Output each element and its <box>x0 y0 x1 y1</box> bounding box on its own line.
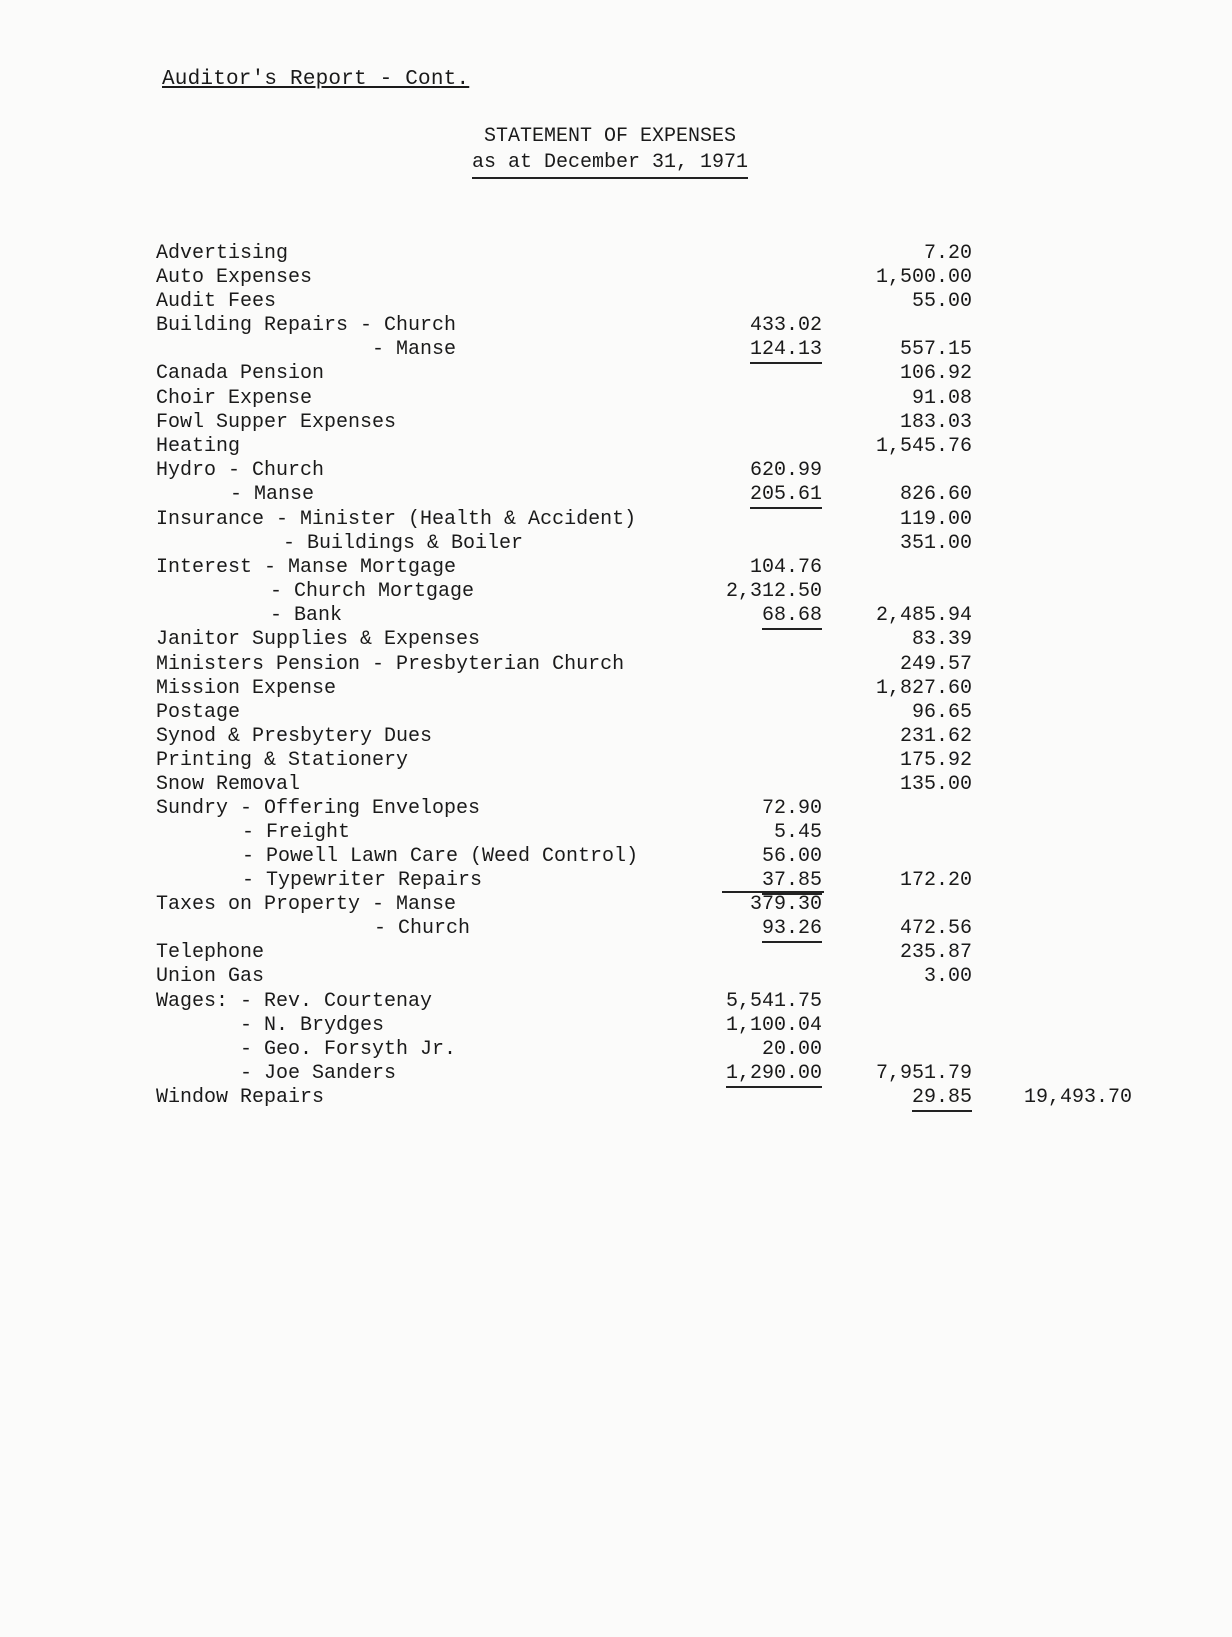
ledger-row <box>0 701 1232 726</box>
statement-date-subtitle: as at December 31, 1971 <box>472 150 748 179</box>
row-label: Canada Pension <box>156 362 325 385</box>
row-label: - Geo. Forsyth Jr. <box>240 1038 457 1061</box>
category-amount: 3.00 <box>923 965 972 988</box>
ledger-row <box>0 845 1232 870</box>
ledger-row <box>0 677 1232 702</box>
subtotal-amount: 620.99 <box>749 459 822 482</box>
ledger-row <box>0 387 1232 412</box>
ledger-row <box>0 459 1232 484</box>
category-amount: 1,827.60 <box>875 677 972 700</box>
row-label: Hydro - Church <box>156 459 325 482</box>
row-label: Advertising <box>156 242 289 265</box>
row-label: Audit Fees <box>156 290 277 313</box>
statement-title-main: STATEMENT OF EXPENSES <box>483 125 737 148</box>
category-amount: 96.65 <box>911 701 972 724</box>
subtotal-amount: 5.45 <box>773 821 822 844</box>
ledger-row <box>0 532 1232 557</box>
row-label: - Manse <box>230 483 315 506</box>
ledger-row <box>0 749 1232 774</box>
subtotal-amount: 104.76 <box>749 556 822 579</box>
row-label: - Church <box>374 917 471 940</box>
category-amount: 249.57 <box>899 653 972 676</box>
row-label: - Church Mortgage <box>270 580 475 603</box>
grand-total-amount: 19,493.70 <box>1023 1086 1132 1109</box>
ledger-row <box>0 797 1232 822</box>
row-label: Telephone <box>156 941 265 964</box>
subtotal-amount: 68.68 <box>762 604 822 630</box>
row-label: Postage <box>156 701 241 724</box>
row-label: Auto Expenses <box>156 266 313 289</box>
subtotal-amount: 93.26 <box>762 917 822 943</box>
ledger-row <box>0 242 1232 267</box>
row-label: Synod & Presbytery Dues <box>156 725 433 748</box>
column-rule <box>722 891 824 893</box>
category-amount: 172.20 <box>899 869 972 892</box>
subtotal-amount: 56.00 <box>761 845 822 868</box>
row-label: Heating <box>156 435 241 458</box>
ledger-row <box>0 1038 1232 1063</box>
ledger-row <box>0 580 1232 605</box>
ledger-row <box>0 965 1232 990</box>
report-header: Auditor's Report - Cont. <box>162 68 470 91</box>
ledger-row <box>0 821 1232 846</box>
ledger-row <box>0 314 1232 339</box>
ledger-row <box>0 508 1232 533</box>
row-label: Janitor Supplies & Expenses <box>156 628 481 651</box>
ledger-row <box>0 411 1232 436</box>
subtotal-amount: 379.30 <box>749 893 822 916</box>
ledger-row <box>0 1062 1232 1087</box>
row-label: - Manse <box>372 338 457 361</box>
category-amount: 2,485.94 <box>875 604 972 627</box>
subtotal-amount: 124.13 <box>750 338 822 364</box>
ledger-row <box>0 917 1232 942</box>
subtotal-amount: 37.85 <box>762 869 822 895</box>
ledger-row <box>0 653 1232 678</box>
subtotal-amount: 1,100.04 <box>725 1014 822 1037</box>
category-amount: 119.00 <box>899 508 972 531</box>
ledger-row <box>0 604 1232 629</box>
subtotal-amount: 5,541.75 <box>725 990 822 1013</box>
row-label: - Freight <box>242 821 351 844</box>
row-label: Printing & Stationery <box>156 749 409 772</box>
ledger-row <box>0 1014 1232 1039</box>
ledger-row <box>0 1086 1232 1111</box>
category-amount: 7.20 <box>923 242 972 265</box>
row-label: Building Repairs - Church <box>156 314 457 337</box>
category-amount: 29.85 <box>912 1086 972 1112</box>
row-label: Snow Removal <box>156 773 301 796</box>
category-amount: 175.92 <box>899 749 972 772</box>
subtotal-amount: 1,290.00 <box>726 1062 822 1088</box>
category-amount: 557.15 <box>899 338 972 361</box>
ledger-row <box>0 483 1232 508</box>
category-amount: 231.62 <box>899 725 972 748</box>
subtotal-amount: 433.02 <box>749 314 822 337</box>
row-label: - N. Brydges <box>240 1014 385 1037</box>
subtotal-amount: 205.61 <box>750 483 822 509</box>
category-amount: 7,951.79 <box>875 1062 972 1085</box>
category-amount: 135.00 <box>899 773 972 796</box>
category-amount: 183.03 <box>899 411 972 434</box>
row-label: Window Repairs <box>156 1086 325 1109</box>
subtotal-amount: 72.90 <box>761 797 822 820</box>
ledger-row <box>0 338 1232 363</box>
row-label: Choir Expense <box>156 387 313 410</box>
subtotal-amount: 2,312.50 <box>725 580 822 603</box>
row-label: Wages: - Rev. Courtenay <box>156 990 433 1013</box>
row-label: Fowl Supper Expenses <box>156 411 397 434</box>
category-amount: 91.08 <box>911 387 972 410</box>
row-label: Insurance - Minister (Health & Accident) <box>156 508 637 531</box>
row-label: Sundry - Offering Envelopes <box>156 797 481 820</box>
ledger-row <box>0 773 1232 798</box>
ledger-row <box>0 290 1232 315</box>
category-amount: 1,545.76 <box>875 435 972 458</box>
category-amount: 235.87 <box>899 941 972 964</box>
ledger-row <box>0 893 1232 918</box>
row-label: Union Gas <box>156 965 265 988</box>
category-amount: 83.39 <box>911 628 972 651</box>
category-amount: 472.56 <box>899 917 972 940</box>
row-label: - Typewriter Repairs <box>242 869 483 892</box>
ledger-row <box>0 990 1232 1015</box>
row-label: - Bank <box>270 604 343 627</box>
ledger-row <box>0 628 1232 653</box>
ledger-row <box>0 941 1232 966</box>
subtotal-amount: 20.00 <box>761 1038 822 1061</box>
ledger-row <box>0 725 1232 750</box>
ledger-row <box>0 266 1232 291</box>
row-label: - Buildings & Boiler <box>283 532 524 555</box>
row-label: - Joe Sanders <box>240 1062 397 1085</box>
ledger-row <box>0 556 1232 581</box>
category-amount: 1,500.00 <box>875 266 972 289</box>
category-amount: 106.92 <box>899 362 972 385</box>
row-label: Ministers Pension - Presbyterian Church <box>156 653 625 676</box>
row-label: - Powell Lawn Care (Weed Control) <box>242 845 639 868</box>
category-amount: 351.00 <box>899 532 972 555</box>
ledger-row <box>0 435 1232 460</box>
ledger-row <box>0 869 1232 894</box>
row-label: Interest - Manse Mortgage <box>156 556 457 579</box>
category-amount: 826.60 <box>899 483 972 506</box>
ledger-row <box>0 362 1232 387</box>
row-label: Mission Expense <box>156 677 337 700</box>
row-label: Taxes on Property - Manse <box>156 893 457 916</box>
category-amount: 55.00 <box>911 290 972 313</box>
